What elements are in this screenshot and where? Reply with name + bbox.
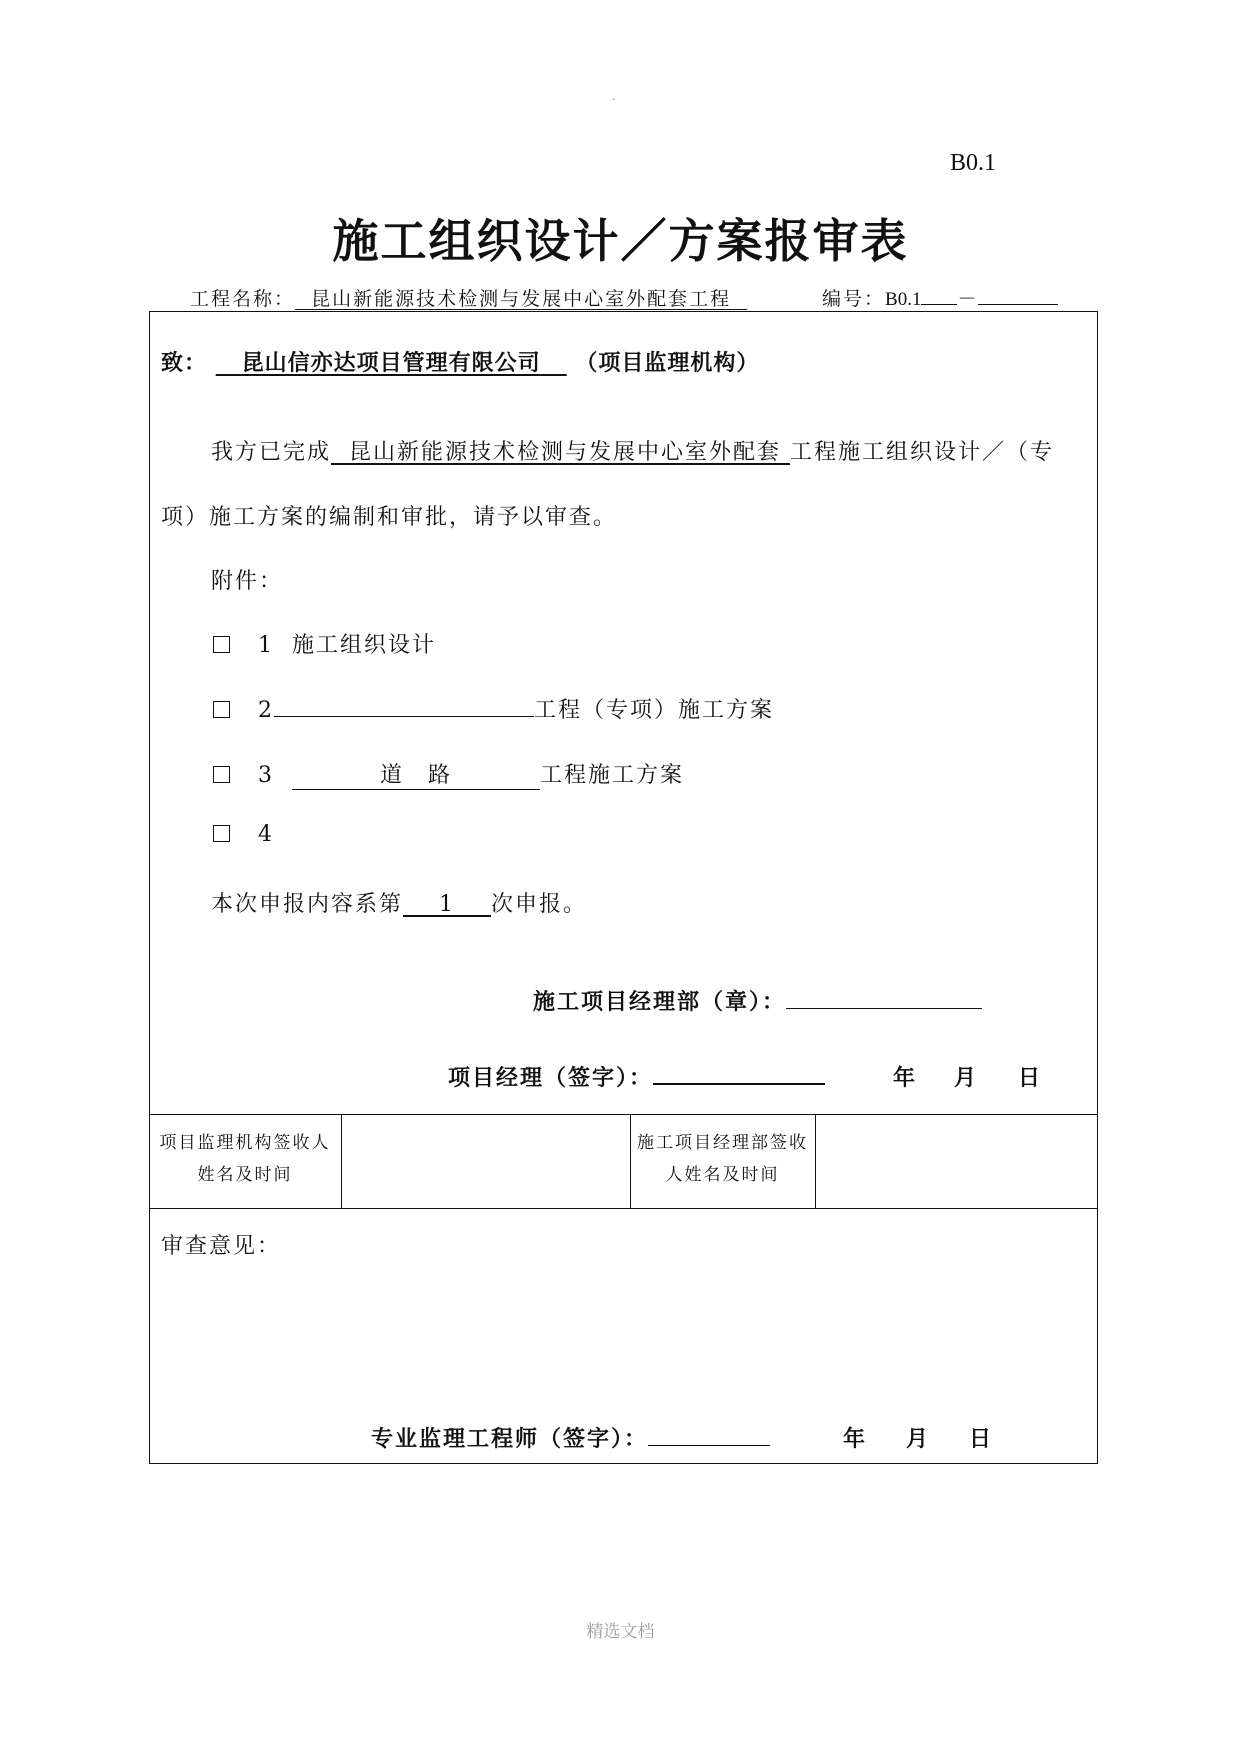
manager-sign-blank[interactable] bbox=[653, 1065, 825, 1085]
page-title: 施工组织设计／方案报审表 bbox=[332, 214, 909, 268]
attachment-2-text: 工程（专项）施工方案 bbox=[534, 698, 775, 723]
attachment-3: 3 道 路 工程施工方案 bbox=[213, 758, 684, 790]
attachments-label: 附件： bbox=[211, 569, 284, 594]
manager-date-day: 日 bbox=[1018, 1065, 1043, 1091]
number-label: 编号： bbox=[822, 288, 886, 310]
project-name: 昆山新能源技术检测与发展中心室外配套工程 bbox=[311, 288, 732, 310]
submission-number: 1 bbox=[439, 892, 455, 917]
attachment-1: 1 施工组织设计 bbox=[213, 628, 436, 659]
table-divider-2 bbox=[150, 1208, 1097, 1209]
supervisor-receiver-field[interactable] bbox=[342, 1115, 628, 1207]
number-blank-1 bbox=[921, 286, 957, 305]
construction-receiver-label: 施工项目经理部签收人姓名及时间 bbox=[637, 1133, 808, 1185]
engineer-date-month: 月 bbox=[906, 1426, 931, 1452]
page-footer: 精选文档 bbox=[586, 1622, 655, 1642]
project-name-row bbox=[190, 284, 747, 311]
project-label: 工程名称： bbox=[190, 288, 296, 310]
table-col-divider-3 bbox=[815, 1114, 816, 1208]
submission-pre: 本次申报内容系第 bbox=[211, 892, 404, 917]
dept-seal-label: 施工项目经理部（章）： bbox=[533, 989, 787, 1015]
dept-seal-blank[interactable] bbox=[786, 990, 982, 1009]
table-col-divider-2 bbox=[630, 1114, 631, 1208]
dept-seal-row bbox=[533, 985, 982, 1016]
manager-date-year: 年 bbox=[893, 1065, 918, 1091]
attachment-2-checkbox[interactable] bbox=[213, 701, 230, 718]
review-opinion-area[interactable] bbox=[161, 1265, 1086, 1415]
attachment-4: 4 bbox=[213, 822, 274, 847]
manager-sign-row bbox=[448, 1061, 825, 1092]
statement-line-1 bbox=[211, 435, 1054, 466]
attachment-3-text: 工程施工方案 bbox=[540, 763, 685, 788]
submission-row bbox=[211, 887, 587, 918]
statement-post: 工程施工组织设计／（专 bbox=[790, 440, 1055, 465]
review-label: 审查意见： bbox=[161, 1234, 282, 1259]
form-code: B0.1 bbox=[950, 150, 997, 176]
attachment-2: 2 工程（专项）施工方案 bbox=[213, 693, 774, 724]
page-dot: . bbox=[612, 92, 616, 103]
to-label: 致： bbox=[161, 350, 208, 376]
attachment-2-blank bbox=[274, 698, 534, 717]
attachment-1-checkbox[interactable] bbox=[213, 636, 230, 653]
to-suffix: （项目监理机构） bbox=[575, 350, 760, 376]
statement-pre: 我方已完成 bbox=[211, 440, 332, 465]
number-dash: － bbox=[957, 288, 979, 310]
engineer-date-day: 日 bbox=[969, 1426, 994, 1452]
statement-project: 昆山新能源技术检测与发展中心室外配套 bbox=[349, 440, 782, 465]
construction-receiver-field[interactable] bbox=[818, 1115, 1095, 1207]
engineer-sign-row bbox=[371, 1422, 770, 1453]
number-blank-2 bbox=[978, 286, 1058, 305]
engineer-sign-blank[interactable] bbox=[648, 1427, 770, 1446]
attachment-4-checkbox[interactable] bbox=[213, 825, 230, 842]
attachment-1-text: 施工组织设计 bbox=[292, 633, 437, 658]
to-company: 昆山信亦达项目管理有限公司 bbox=[241, 350, 541, 376]
attachment-3-checkbox[interactable] bbox=[213, 766, 230, 783]
attachment-3-fill: 道 路 bbox=[292, 758, 540, 790]
supervisor-receiver-label: 项目监理机构签收人姓名及时间 bbox=[159, 1133, 331, 1185]
statement-line-2: 项）施工方案的编制和审批，请予以审查。 bbox=[161, 505, 618, 530]
addressee-row bbox=[161, 346, 759, 377]
engineer-sign-label: 专业监理工程师（签字）： bbox=[371, 1426, 649, 1452]
number-prefix: B0.1 bbox=[885, 289, 922, 310]
manager-date-month: 月 bbox=[954, 1065, 979, 1091]
number-row bbox=[822, 284, 1058, 311]
engineer-date-year: 年 bbox=[843, 1426, 868, 1452]
manager-sign-label: 项目经理（签字）： bbox=[448, 1065, 654, 1091]
submission-post: 次申报。 bbox=[490, 892, 587, 917]
